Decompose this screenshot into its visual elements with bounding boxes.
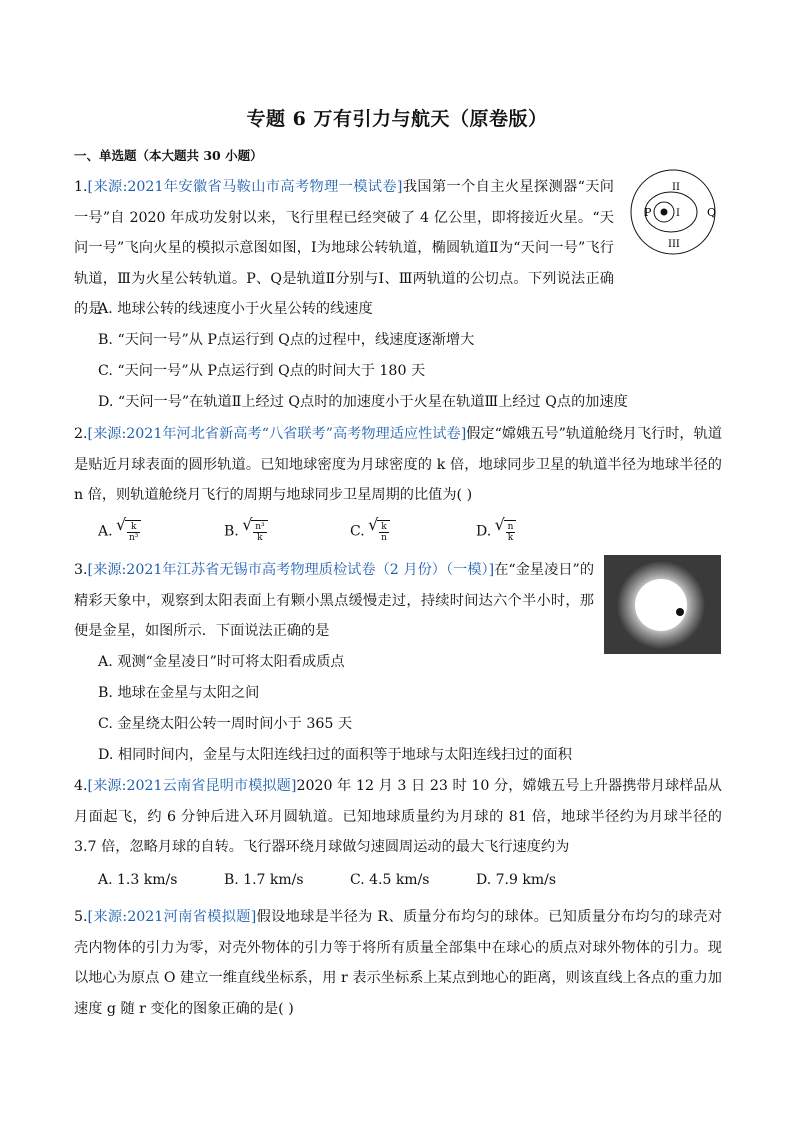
question-number: 2. xyxy=(74,426,88,442)
question-source: [来源:2021年江苏省无锡市高考物理质检试卷（2 月份）（一模）] xyxy=(87,562,495,578)
label-p: P xyxy=(644,206,652,219)
q3-option-c: C. 金星绕太阳公转一周时间小于 365 天 xyxy=(98,716,353,732)
q4-option-c: C. 4.5 km/s xyxy=(350,872,430,888)
sun-disk xyxy=(635,579,687,631)
q3-option-b: B. 地球在金星与太阳之间 xyxy=(98,685,260,701)
q2-option-c: C. √ $\frac{k}{n}$ xyxy=(350,520,390,543)
venus-dot xyxy=(676,608,684,616)
q2-option-b: B. √ $\frac{\text{n³}}{k}$ xyxy=(224,520,268,543)
orbit-diagram xyxy=(624,168,722,256)
q4-option-b: B. 1.7 km/s xyxy=(224,872,304,888)
question-source: [来源:2021云南省昆明市模拟题] xyxy=(87,778,297,794)
question-text: 在“金星凌日”的精彩天象中，观察到太阳表面上有颗小黑点缓慢走过，持续时间达六个半小时，那便是金星，如图所示．下面说法正确的是 xyxy=(74,562,595,639)
question-number: 3. xyxy=(74,562,88,578)
section-heading: 一、单选题（本大题共 30 小题） xyxy=(74,148,263,163)
question-number: 5. xyxy=(74,909,88,925)
label-iii: III xyxy=(668,239,680,250)
q4-option-d: D. 7.9 km/s xyxy=(476,872,557,888)
question-text: 假设地球是半径为 R、质量分布均匀的球体。已知质量分布均匀的球壳对壳内物体的引力为零，对壳外物体的引力等于将所有质量全部集中在球心的质点对球外物体的引力。现以地心为原点 O 建立一维直线坐标系，用 r 表示坐标系上某点到地心的距离，则该直线上各点的重力加速度 g 随 r 变化的图象正确的是( ) xyxy=(74,909,722,1017)
question-5 xyxy=(74,902,722,1024)
question-text: 我国第一个自主火星探测器“天问一号”自 2020 年成功发射以来，飞行里程已经突破了 4 亿公里，即将接近火星。“天问一号”飞向火星的模拟示意图如图，Ⅰ为地球公转轨道，椭圆轨道Ⅱ为“天问一号”飞行轨道，Ⅲ为火星公转轨道。P、Q是轨道Ⅱ分别与Ⅰ、Ⅲ两轨道的公切点。下列说法正确的是 xyxy=(74,179,614,317)
question-text: 2020 年 12 月 3 日 23 时 10 分，嫦娥五号上升器携带月球样品从月面起飞，约 6 分钟后进入环月圆轨道。已知地球质量约为月球的 81 倍，地球半径约为月球半径的 3.7 倍，忽略月球的自转。飞行器环绕月球做匀速圆周运动的最大飞行速度约为 xyxy=(74,778,722,855)
q3-option-d: D. 相同时间内，金星与太阳连线扫过的面积等于地球与太阳连线扫过的面积 xyxy=(98,747,572,763)
q4-option-a: A. 1.3 km/s xyxy=(98,872,178,888)
q1-option-c: C. “天问一号”从 P点运行到 Q点的时间大于 180 天 xyxy=(98,363,426,379)
question-source: [来源:2021年河北省新高考“八省联考”高考物理适应性试卷] xyxy=(87,426,467,442)
question-source: [来源:2021年安徽省马鞍山市高考物理一模试卷] xyxy=(87,179,403,195)
question-number: 1. xyxy=(74,179,88,195)
q3-option-a: A. 观测“金星凌日”时可将太阳看成质点 xyxy=(98,654,345,670)
label-i: I xyxy=(676,208,680,219)
page-title: 专题 6 万有引力与航天（原卷版） xyxy=(246,108,548,130)
q1-option-d: D. “天问一号”在轨道Ⅱ上经过 Q点时的加速度小于火星在轨道Ⅲ上经过 Q点的加速度 xyxy=(98,394,628,410)
question-number: 4. xyxy=(74,778,88,794)
label-q: Q xyxy=(707,206,717,219)
venus-transit-photo xyxy=(604,555,721,654)
label-ii: II xyxy=(672,182,680,193)
q2-option-a: A. √ $\frac{k}{\text{n³}}$ xyxy=(98,520,141,543)
q1-option-b: B. “天问一号”从 P点运行到 Q点的过程中，线速度逐渐增大 xyxy=(98,332,475,348)
question-4 xyxy=(74,771,722,863)
q2-option-d: D. √ $\frac{n}{k}$ xyxy=(476,520,516,543)
question-2 xyxy=(74,419,722,511)
question-source: [来源:2021河南省模拟题] xyxy=(87,909,257,925)
question-text: 假定“嫦娥五号”轨道舱绕月飞行时，轨道是贴近月球表面的圆形轨道。已知地球密度为月球密度的 k 倍，地球同步卫星的轨道半径为地球半径的 n 倍，则轨道舱绕月飞行的周期与地球同步卫星周期的比值为( ) xyxy=(74,426,722,503)
q1-option-a: A. 地球公转的线速度小于火星公转的线速度 xyxy=(98,301,373,317)
orbit-ii xyxy=(645,192,697,232)
question-3 xyxy=(74,555,594,647)
sun-dot xyxy=(661,209,668,216)
